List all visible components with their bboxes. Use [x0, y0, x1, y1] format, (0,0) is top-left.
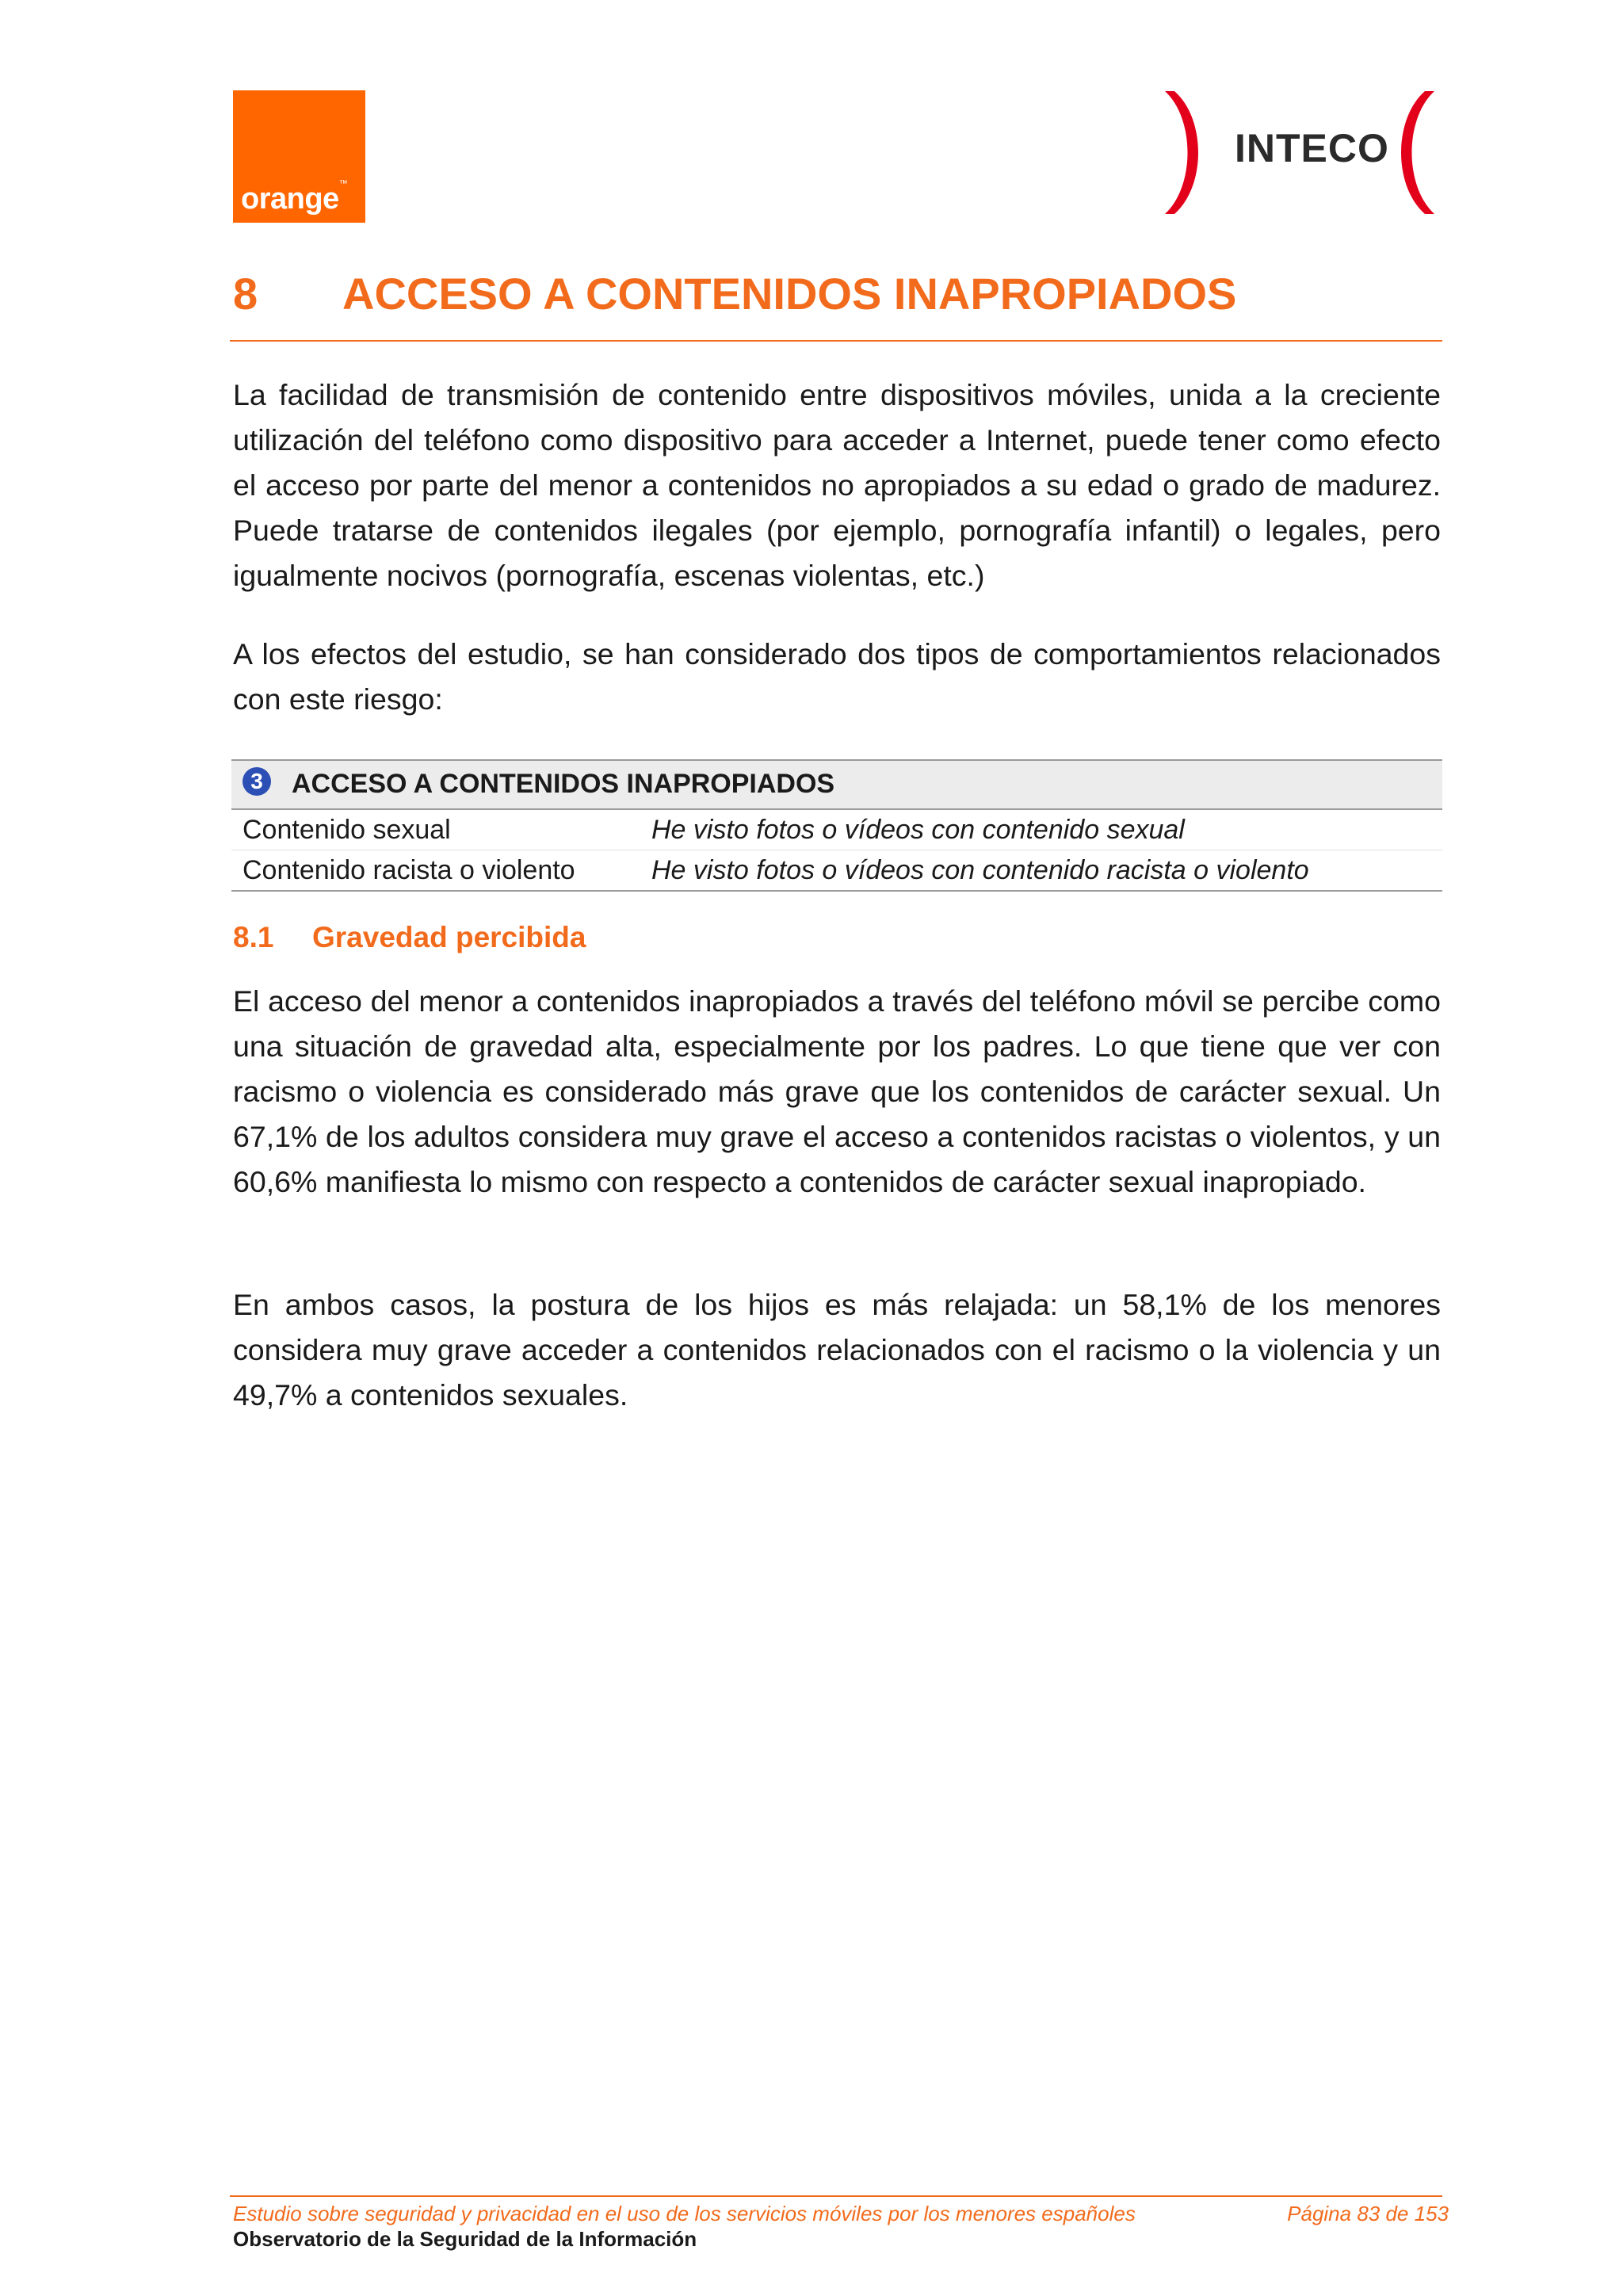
inteco-logo [1157, 87, 1450, 218]
footer-rule [230, 2195, 1442, 2197]
footer-study-title: Estudio sobre seguridad y privacidad en el uso de los servicios móviles por los menores españoles [233, 2202, 1136, 2225]
subsection-title: Gravedad percibida [312, 921, 586, 953]
section-heading [233, 268, 1442, 319]
subsection-number: 8.1 [233, 921, 274, 953]
section-heading-rule [230, 340, 1442, 342]
risk-label: Contenido racista o violento [231, 850, 651, 892]
orange-logo-text: orange™ [241, 179, 348, 216]
footer-page-number: Página 83 de 153 [1287, 2202, 1449, 2225]
circled-number-badge: 3 [242, 767, 271, 796]
risk-table-title: ACCESO A CONTENIDOS INAPROPIADOS [292, 769, 835, 800]
intro-paragraph-2: A los efectos del estudio, se han considerado dos tipos de comportamientos relacionados con este riesgo: [233, 637, 1441, 716]
inteco-logo-text: INTECO [1235, 126, 1389, 170]
table-row [231, 809, 1442, 850]
risk-table-header [231, 760, 1442, 809]
risk-description: He visto fotos o vídeos con contenido racista o violento [651, 850, 1442, 892]
risk-label: Contenido sexual [231, 809, 651, 850]
body-paragraph-1: El acceso del menor a contenidos inapropiados a través del teléfono móvil se percibe como una situación de gravedad alta, especialmente por los padres. Lo que tiene que ver con racismo o violencia es considerado más grave que los contenidos de carácter sexual. Un 67,1% de los adultos considera muy grave el acceso a contenidos racistas o violentos, y un 60,6% manifiesta lo mismo con respecto a contenidos de carácter sexual inapropiado. [233, 984, 1441, 1198]
risk-table [231, 759, 1442, 892]
intro-paragraph-1: La facilidad de transmisión de contenido entre dispositivos móviles, unida a la creciente utilización del teléfono como dispositivo para acceder a Internet, puede tener como efecto el acceso por parte del menor a contenidos no apropiados a su edad o grado de madurez. Puede tratarse de contenidos ilegales (por ejemplo, pornografía infantil) o legales, pero igualmente nocivos (pornografía, escenas violentas, etc.) [233, 378, 1441, 592]
table-row [231, 850, 1442, 892]
inteco-right-bracket-icon [1395, 87, 1442, 218]
section-number: 8 [233, 269, 258, 319]
body-paragraph-2: En ambos casos, la postura de los hijos es más relajada: un 58,1% de los menores considera muy grave acceder a contenidos relacionados con el racismo o la violencia y un 49,7% a contenidos sexuales. [233, 1288, 1441, 1412]
section-title: ACCESO A CONTENIDOS INAPROPIADOS [342, 269, 1237, 319]
risk-table-header-row [231, 760, 1442, 809]
footer-organization: Observatorio de la Seguridad de la Información [233, 2227, 697, 2251]
risk-description: He visto fotos o vídeos con contenido sexual [651, 809, 1442, 850]
subsection-heading [233, 921, 586, 954]
orange-logo [233, 90, 365, 223]
inteco-left-bracket-icon [1157, 87, 1205, 218]
